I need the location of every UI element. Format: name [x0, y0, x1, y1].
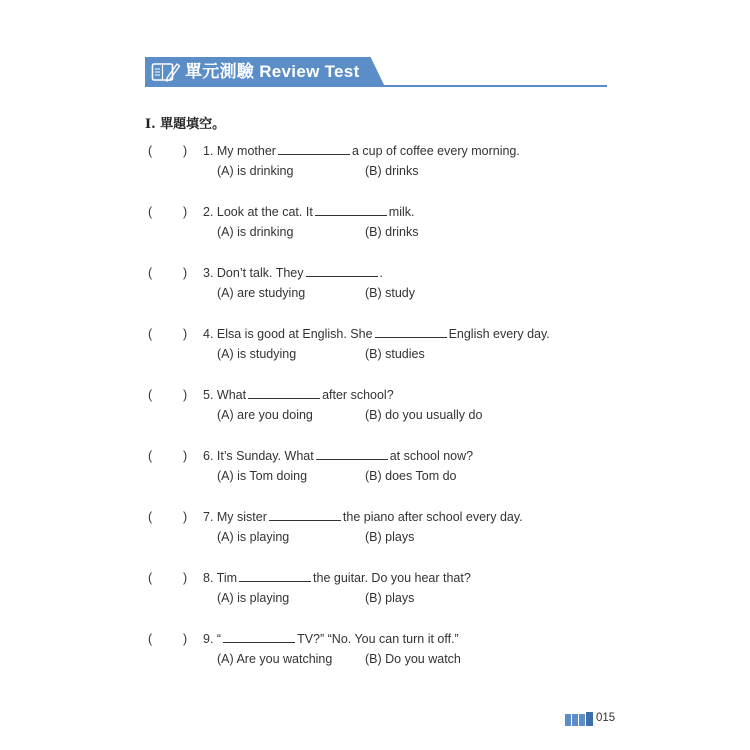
option-b: (B) drinks: [365, 164, 419, 178]
stem-before-blank: 9. “: [203, 632, 222, 646]
question-line: [148, 629, 588, 649]
stem-after-blank: .: [379, 266, 383, 280]
answer-paren-open[interactable]: (: [148, 266, 153, 280]
question-item: [148, 202, 588, 242]
question-stem: [203, 263, 383, 283]
stem-after-blank: English every day.: [448, 327, 550, 341]
answer-paren-close: ): [183, 144, 188, 158]
answer-blank[interactable]: [316, 458, 388, 460]
question-stem: [203, 202, 415, 222]
answer-paren-open[interactable]: (: [148, 144, 153, 158]
stem-after-blank: the piano after school every day.: [342, 510, 523, 524]
option-a: (A) is playing: [217, 591, 290, 605]
answer-blank[interactable]: [248, 397, 320, 399]
option-b: (B) do you usually do: [365, 408, 483, 422]
answer-blank[interactable]: [315, 214, 387, 216]
question-line: [148, 141, 588, 161]
answer-paren-close: ): [183, 266, 188, 280]
section-banner: [145, 57, 605, 87]
option-row: [148, 466, 588, 486]
stem-after-blank: at school now?: [389, 449, 474, 463]
answer-blank[interactable]: [306, 275, 378, 277]
option-row: [148, 344, 588, 364]
answer-blank[interactable]: [375, 336, 447, 338]
answer-paren-close: ): [183, 571, 188, 585]
stem-after-blank: after school?: [322, 388, 394, 402]
answer-paren-close: ): [183, 632, 188, 646]
question-item: [148, 446, 588, 486]
question-item: [148, 141, 588, 181]
question-item: [148, 263, 588, 303]
option-b: (B) drinks: [365, 225, 419, 239]
option-b: (B) studies: [365, 347, 425, 361]
question-stem: [203, 568, 471, 588]
question-line: [148, 568, 588, 588]
answer-paren-open[interactable]: (: [148, 388, 153, 402]
question-line: [148, 446, 588, 466]
book-bars-icon: [565, 712, 595, 726]
question-line: [148, 324, 588, 344]
question-item: [148, 629, 588, 669]
stem-after-blank: the guitar. Do you hear that?: [313, 571, 471, 585]
stem-after-blank: TV?” “No. You can turn it off.”: [297, 632, 459, 646]
stem-after-blank: milk.: [388, 205, 415, 219]
stem-before-blank: 2. Look at the cat. It: [203, 205, 313, 219]
option-row: [148, 527, 588, 547]
question-line: [148, 263, 588, 283]
section-heading: I. 單題填空。: [145, 117, 226, 132]
answer-blank[interactable]: [278, 153, 350, 155]
answer-paren-close: ): [183, 449, 188, 463]
answer-paren-open[interactable]: (: [148, 205, 153, 219]
option-row: [148, 649, 588, 669]
option-a: (A) is drinking: [217, 225, 294, 239]
question-item: [148, 568, 588, 608]
option-a: (A) are you doing: [217, 408, 313, 422]
question-item: [148, 324, 588, 364]
option-b: (B) study: [365, 286, 416, 300]
option-row: [148, 222, 588, 242]
answer-paren-open[interactable]: (: [148, 571, 153, 585]
stem-before-blank: 5. What: [203, 388, 247, 402]
answer-paren-open[interactable]: (: [148, 449, 153, 463]
option-b: (B) does Tom do: [365, 469, 457, 483]
question-stem: [203, 324, 550, 344]
answer-paren-open[interactable]: (: [148, 510, 153, 524]
notebook-pen-icon: [151, 61, 181, 83]
option-row: [148, 588, 588, 608]
page-number: 015: [596, 712, 616, 724]
page-title: 單元測驗 Review Test: [185, 62, 360, 81]
option-a: (A) is drinking: [217, 164, 294, 178]
question-stem: [203, 507, 523, 527]
answer-paren-close: ): [183, 205, 188, 219]
answer-paren-close: ): [183, 510, 188, 524]
question-stem: [203, 629, 459, 649]
option-row: [148, 283, 588, 303]
answer-paren-open[interactable]: (: [148, 632, 153, 646]
answer-blank[interactable]: [239, 580, 311, 582]
stem-before-blank: 1. My mother: [203, 144, 276, 158]
banner-underline: [345, 85, 607, 87]
option-row: [148, 405, 588, 425]
question-line: [148, 385, 588, 405]
question-item: [148, 507, 588, 547]
question-line: [148, 202, 588, 222]
option-a: (A) is studying: [217, 347, 297, 361]
question-line: [148, 507, 588, 527]
stem-before-blank: 8. Tim: [203, 571, 238, 585]
answer-paren-close: ): [183, 388, 188, 402]
option-a: (A) is playing: [217, 530, 290, 544]
question-item: [148, 385, 588, 425]
answer-blank[interactable]: [269, 519, 341, 521]
option-b: (B) Do you watch: [365, 652, 461, 666]
answer-paren-open[interactable]: (: [148, 327, 153, 341]
stem-before-blank: 4. Elsa is good at English. She: [203, 327, 373, 341]
option-a: (A) are studying: [217, 286, 306, 300]
option-a: (A) is Tom doing: [217, 469, 308, 483]
stem-after-blank: a cup of coffee every morning.: [351, 144, 520, 158]
stem-before-blank: 6. It’s Sunday. What: [203, 449, 314, 463]
option-b: (B) plays: [365, 530, 415, 544]
option-row: [148, 161, 588, 181]
answer-blank[interactable]: [223, 641, 295, 643]
question-stem: [203, 141, 520, 161]
question-stem: [203, 385, 394, 405]
option-a: (A) Are you watching: [217, 652, 333, 666]
stem-before-blank: 3. Don’t talk. They: [203, 266, 304, 280]
answer-paren-close: ): [183, 327, 188, 341]
question-stem: [203, 446, 473, 466]
stem-before-blank: 7. My sister: [203, 510, 267, 524]
option-b: (B) plays: [365, 591, 415, 605]
